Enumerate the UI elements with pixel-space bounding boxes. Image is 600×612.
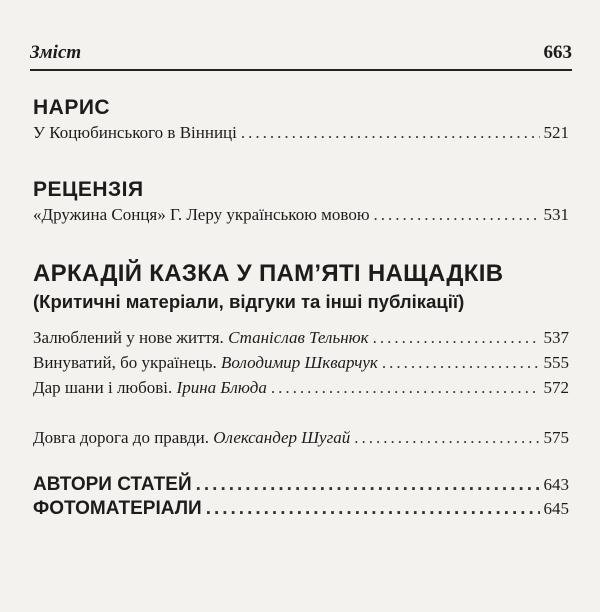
entry-title: У Коцюбинського в Вінниці xyxy=(33,123,237,142)
entry-page: 537 xyxy=(543,328,569,347)
toc-entry xyxy=(33,328,569,348)
toc-entry xyxy=(33,378,569,398)
header-rule xyxy=(30,69,572,71)
entry-author: Ірина Блюда xyxy=(176,378,267,397)
dot-leader xyxy=(374,205,540,225)
toc-entry-photos xyxy=(33,498,569,520)
entry-title: ФОТОМАТЕРІАЛИ xyxy=(33,498,202,519)
entry-title: Дар шани і любові. Ірина Блюда xyxy=(33,378,267,397)
dot-leader xyxy=(382,353,540,373)
toc-entry xyxy=(33,123,569,143)
entry-title: Винуватий, бо українець. Володимир Шкварчук xyxy=(33,353,378,372)
toc-entry xyxy=(33,428,569,448)
section-heading-narys: НАРИС xyxy=(33,96,111,119)
section-heading-retsenziia: РЕЦЕНЗІЯ xyxy=(33,178,144,201)
dot-leader xyxy=(241,123,540,143)
part-title: АРКАДІЙ КАЗКА У ПАМ’ЯТІ НАЩАДКІВ xyxy=(33,260,504,287)
entry-page: 531 xyxy=(543,205,569,224)
entry-title: Залюблений у нове життя. Станіслав Тельнюк xyxy=(33,328,369,347)
part-subtitle: (Критичні матеріали, відгуки та інші публікації) xyxy=(33,291,465,312)
toc-entry xyxy=(33,205,569,225)
entry-page: 521 xyxy=(543,123,569,142)
entry-title: «Дружина Сонця» Г. Леру українською мовою xyxy=(33,205,370,224)
entry-page: 645 xyxy=(543,499,569,518)
dot-leader xyxy=(354,428,539,448)
header-page-number: 663 xyxy=(543,42,572,63)
dot-leader xyxy=(206,498,540,520)
entry-author: Станіслав Тельнюк xyxy=(228,328,369,347)
toc-entry xyxy=(33,353,569,373)
page-header xyxy=(30,42,572,64)
toc-entry-authors xyxy=(33,474,569,496)
dot-leader xyxy=(373,328,540,348)
dot-leader xyxy=(196,474,540,496)
entry-page: 575 xyxy=(543,428,569,447)
entry-author: Володимир Шкварчук xyxy=(221,353,378,372)
entry-author: Олександер Шугай xyxy=(213,428,351,447)
entry-page: 643 xyxy=(543,475,569,494)
entry-page: 555 xyxy=(543,353,569,372)
entry-title: АВТОРИ СТАТЕЙ xyxy=(33,474,192,495)
entry-title: Довга дорога до правди. Олександер Шугай xyxy=(33,428,351,447)
header-title: Зміст xyxy=(30,42,82,63)
entry-page: 572 xyxy=(543,378,569,397)
dot-leader xyxy=(271,378,540,398)
